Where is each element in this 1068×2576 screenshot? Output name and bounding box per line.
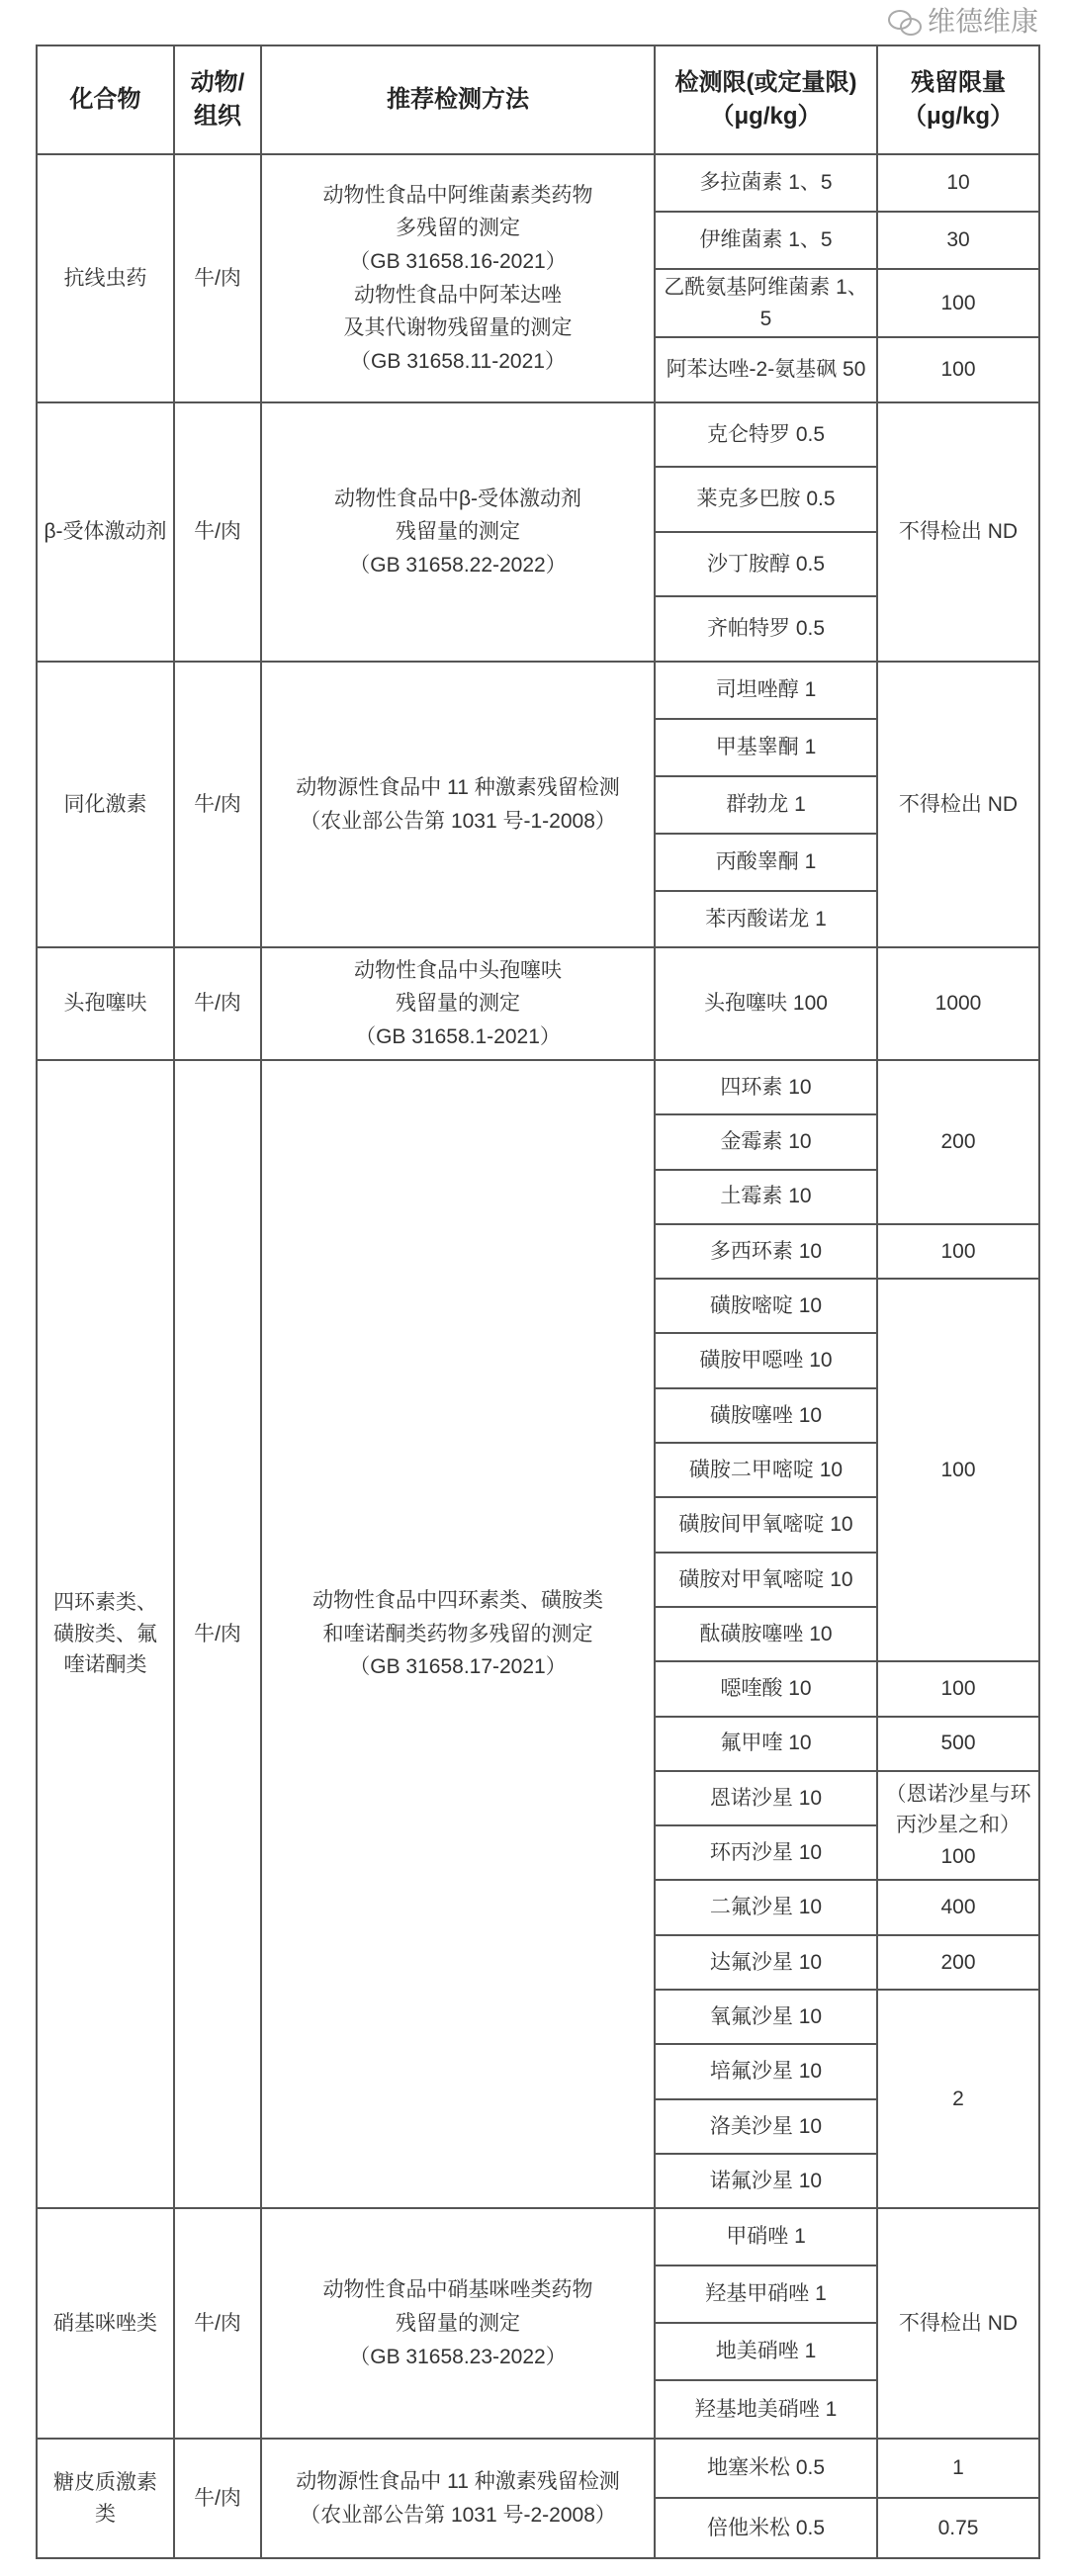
method-line: （GB 31658.1-2021）	[355, 1024, 561, 1048]
residue-limit-cell: 30	[877, 212, 1039, 269]
detection-limit-cell: 达氟沙星 10	[655, 1935, 877, 1990]
method-line: 动物性食品中阿苯达唑	[354, 283, 562, 307]
method-line: （农业部公告第 1031 号-2-2008）	[300, 2503, 616, 2527]
detection-limit-cell: 土霉素 10	[655, 1170, 877, 1224]
animal-tissue-cell: 牛/肉	[174, 2439, 261, 2558]
detection-limit-cell: 甲硝唑 1	[655, 2208, 877, 2265]
animal-tissue-cell: 牛/肉	[174, 402, 261, 662]
detection-limit-cell: 洛美沙星 10	[655, 2099, 877, 2154]
method-line: （GB 31658.16-2021）	[349, 249, 567, 273]
detection-limit-cell: 乙酰氨基阿维菌素 1、5	[655, 269, 877, 337]
detection-limit-cell: 齐帕特罗 0.5	[655, 596, 877, 662]
detection-limit-cell: 沙丁胺醇 0.5	[655, 532, 877, 596]
animal-tissue-cell: 牛/肉	[174, 1060, 261, 2208]
animal-tissue-cell: 牛/肉	[174, 2208, 261, 2439]
method-line: （农业部公告第 1031 号-1-2008）	[300, 809, 616, 833]
table-row	[37, 402, 1039, 467]
method-line: 和喹诺酮类药物多残留的测定	[322, 1622, 593, 1645]
method-line: 多残留的测定	[396, 217, 520, 240]
detection-limit-cell: 多西环素 10	[655, 1224, 877, 1279]
detection-limit-cell: 磺胺二甲嘧啶 10	[655, 1443, 877, 1497]
residue-limit-cell: 100	[877, 269, 1039, 337]
animal-tissue-cell: 牛/肉	[174, 947, 261, 1060]
detection-limit-cell: 恩诺沙星 10	[655, 1771, 877, 1825]
method-cell	[261, 662, 655, 947]
method-line: 动物源性食品中 11 种激素残留检测	[296, 775, 620, 799]
method-line: 及其代谢物残留量的测定	[343, 316, 573, 340]
residue-limit-cell: 100	[877, 1661, 1039, 1716]
detection-limit-cell: 培氟沙星 10	[655, 2044, 877, 2098]
compound-cell: 头孢噻呋	[37, 947, 174, 1060]
residue-limit-cell: 400	[877, 1880, 1039, 1934]
detection-limit-cell: 丙酸睾酮 1	[655, 834, 877, 891]
method-line: 动物性食品中头孢噻呋	[354, 958, 562, 982]
residue-limit-cell: 100	[877, 1279, 1039, 1661]
method-line: 动物性食品中四环素类、磺胺类	[312, 1589, 603, 1613]
method-cell	[261, 2439, 655, 2558]
compound-cell: 同化激素	[37, 662, 174, 947]
compound-cell: 四环素类、磺胺类、氟喹诺酮类	[37, 1060, 174, 2208]
animal-tissue-cell: 牛/肉	[174, 154, 261, 402]
detection-limit-cell: 阿苯达唑-2-氨基砜 50	[655, 337, 877, 402]
detection-limit-cell: 磺胺嘧啶 10	[655, 1279, 877, 1333]
method-cell	[261, 154, 655, 402]
animal-tissue-cell: 牛/肉	[174, 662, 261, 947]
residue-limit-cell: 100	[877, 337, 1039, 402]
residue-limit-cell: 不得检出 ND	[877, 662, 1039, 947]
residue-limit-cell: 不得检出 ND	[877, 402, 1039, 662]
detection-limit-cell: 金霉素 10	[655, 1114, 877, 1169]
residue-limit-cell: 1	[877, 2439, 1039, 2498]
method-cell	[261, 402, 655, 662]
method-cell	[261, 947, 655, 1060]
residue-limit-cell: （恩诺沙星与环丙沙星之和）100	[877, 1771, 1039, 1881]
residue-limit-cell: 1000	[877, 947, 1039, 1060]
detection-limit-cell: 地美硝唑 1	[655, 2323, 877, 2380]
method-line: 残留量的测定	[396, 2311, 520, 2335]
header-row	[37, 45, 1039, 154]
header-animal: 动物/组织	[174, 45, 261, 154]
method-line: 残留量的测定	[396, 520, 520, 544]
detection-limit-cell: 羟基地美硝唑 1	[655, 2380, 877, 2439]
detection-limit-cell: 酞磺胺噻唑 10	[655, 1607, 877, 1661]
detection-limit-cell: 诺氟沙星 10	[655, 2154, 877, 2208]
residue-limit-cell: 100	[877, 1224, 1039, 1279]
method-line: 动物性食品中阿维菌素类药物	[322, 183, 593, 207]
detection-limit-cell: 磺胺甲噁唑 10	[655, 1333, 877, 1387]
header-method: 推荐检测方法	[261, 45, 655, 154]
detection-limit-cell: 磺胺对甲氧嘧啶 10	[655, 1553, 877, 1607]
wechat-icon	[888, 8, 922, 36]
residue-limit-cell: 0.75	[877, 2498, 1039, 2558]
detection-limit-cell: 甲基睾酮 1	[655, 719, 877, 776]
detection-limit-cell: 噁喹酸 10	[655, 1661, 877, 1716]
compound-cell: 硝基咪唑类	[37, 2208, 174, 2439]
detection-limit-cell: 氧氟沙星 10	[655, 1990, 877, 2044]
detection-limit-cell: 磺胺噻唑 10	[655, 1388, 877, 1443]
table-row	[37, 1060, 1039, 1114]
detection-limit-cell: 倍他米松 0.5	[655, 2498, 877, 2558]
method-cell	[261, 2208, 655, 2439]
table-row	[37, 2208, 1039, 2265]
method-cell	[261, 1060, 655, 2208]
header-compound: 化合物	[37, 45, 174, 154]
residue-limit-cell: 200	[877, 1060, 1039, 1224]
table-row	[37, 2439, 1039, 2498]
compound-cell: 抗线虫药	[37, 154, 174, 402]
table-row	[37, 154, 1039, 212]
table-body	[37, 154, 1039, 2558]
table-row	[37, 947, 1039, 1060]
residue-limit-cell: 10	[877, 154, 1039, 212]
table-row	[37, 662, 1039, 719]
detection-limit-cell: 头孢噻呋 100	[655, 947, 877, 1060]
detection-limit-cell: 四环素 10	[655, 1060, 877, 1114]
method-line: 动物性食品中硝基咪唑类药物	[322, 2278, 593, 2302]
detection-limit-cell: 莱克多巴胺 0.5	[655, 467, 877, 532]
method-line: （GB 31658.23-2022）	[349, 2345, 567, 2368]
method-line: 动物性食品中β-受体激动剂	[333, 487, 582, 510]
residue-limit-cell: 200	[877, 1935, 1039, 1990]
detection-limit-cell: 氟甲喹 10	[655, 1717, 877, 1771]
detection-limit-cell: 多拉菌素 1、5	[655, 154, 877, 212]
residue-limit-cell: 500	[877, 1717, 1039, 1771]
detection-limit-cell: 羟基甲硝唑 1	[655, 2265, 877, 2323]
compound-cell: 糖皮质激素类	[37, 2439, 174, 2558]
detection-limit-cell: 地塞米松 0.5	[655, 2439, 877, 2498]
watermark-text: 维德维康	[927, 6, 1038, 37]
watermark	[888, 4, 1038, 40]
detection-limit-cell: 磺胺间甲氧嘧啶 10	[655, 1497, 877, 1552]
detection-limit-cell: 司坦唑醇 1	[655, 662, 877, 719]
residue-limit-table	[36, 44, 1040, 2559]
header-detection-limit: 检测限(或定量限)（μg/kg）	[655, 45, 877, 154]
compound-cell: β-受体激动剂	[37, 402, 174, 662]
detection-limit-cell: 苯丙酸诺龙 1	[655, 891, 877, 947]
detection-limit-cell: 伊维菌素 1、5	[655, 212, 877, 269]
method-line: 动物源性食品中 11 种激素残留检测	[296, 2470, 620, 2494]
method-line: 残留量的测定	[396, 992, 520, 1016]
detection-limit-cell: 环丙沙星 10	[655, 1825, 877, 1880]
method-line: （GB 31658.22-2022）	[349, 553, 567, 577]
method-line: （GB 31658.17-2021）	[349, 1655, 567, 1679]
residue-limit-cell: 不得检出 ND	[877, 2208, 1039, 2439]
detection-limit-cell: 群勃龙 1	[655, 776, 877, 834]
header-residue-limit: 残留限量（μg/kg）	[877, 45, 1039, 154]
residue-limit-cell: 2	[877, 1990, 1039, 2208]
detection-limit-cell: 克仑特罗 0.5	[655, 402, 877, 467]
method-line: （GB 31658.11-2021）	[350, 349, 566, 373]
detection-limit-cell: 二氟沙星 10	[655, 1880, 877, 1934]
